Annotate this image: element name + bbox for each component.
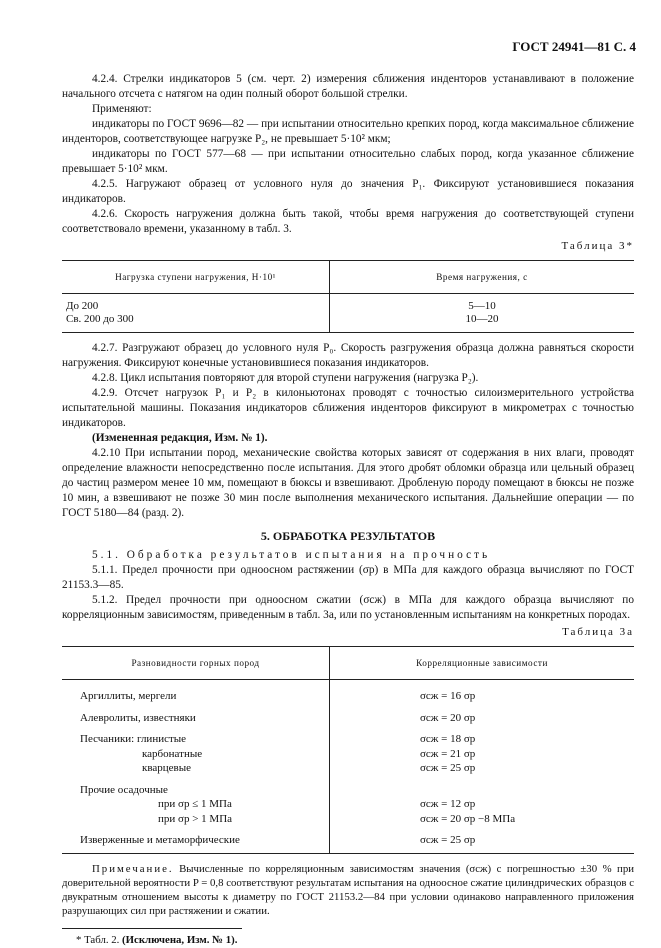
table-row: Песчаники: глинистые σсж = 18 σр	[62, 725, 634, 747]
table-row	[62, 294, 634, 333]
table3-cell-time-1: 5—10	[468, 300, 496, 312]
table-row: Аргиллиты, мергели σсж = 16 σр	[62, 680, 634, 704]
table3-cell-time-2: 10—20	[465, 313, 499, 325]
paragraph-4-2-9: 4.2.9. Отсчет нагрузок P₁ и P₂ в килоньютонах проводят с точностью силоизмерительного устройства испытательной машины. Показания индикаторов сближения инденторов фиксируют в микрометрах с точностью индикаторов.	[62, 387, 634, 429]
paragraph-apply: Применяют:	[92, 103, 152, 115]
table3a-header-rocks: Разновидности горных пород	[62, 647, 330, 680]
table3-cell-load-2: Св. 200 до 300	[66, 313, 134, 325]
table3-header-load: Нагрузка ступени нагружения, Н·10¹	[62, 261, 330, 294]
section-title: 5. ОБРАБОТКА РЕЗУЛЬТАТОВ	[260, 529, 436, 543]
table-row: кварцевые σсж = 25 σр	[62, 761, 634, 776]
footnote-divider	[62, 928, 242, 929]
paragraph-indicators-577: индикаторы по ГОСТ 577—68 — при испытании относительно слабых пород, когда указанное сближение превышает 5·10² мкм.	[62, 148, 634, 175]
table-row: Изверженные и метаморфические σсж = 25 σр	[62, 826, 634, 853]
paragraph-5-1-2: 5.1.2. Предел прочности при одноосном сжатии (σсж) в МПа для каждого образца вычисляют по корреляционным зависимостям, приведенным в табл. 3а, или по установленным испытаниям на конкретных породах.	[62, 594, 634, 621]
paragraph-4-2-8: 4.2.8. Цикл испытания повторяют для второй ступени нагружения (нагрузка P₂).	[92, 372, 479, 384]
table-row: карбонатные σсж = 21 σр	[62, 747, 634, 762]
table3-cell-load-1: До 200	[66, 300, 99, 312]
table3	[62, 260, 634, 333]
paragraph-4-2-7: 4.2.7. Разгружают образец до условного нуля P₀. Скорость разгружения образца должна равняться скорости нагружения. Фиксируют конечные установившиеся показания индикаторов.	[62, 342, 634, 369]
paragraph-4-2-4: 4.2.4. Стрелки индикаторов 5 (см. черт. 2) измерения сближения инденторов устанавливают в положение начального отсчета с натягом на один полный оборот большой стрелки.	[62, 73, 634, 100]
table-row: при σр ≤ 1 МПа σсж = 12 σр	[62, 797, 634, 812]
table3a-header-corr: Корреляционные зависимости	[330, 647, 635, 680]
paragraph-4-2-10: 4.2.10 При испытании пород, механические свойства которых зависят от содержания в них влаги, проводят определение влажности непосредственно после испытания. Для этого дробят обломки образца или цельный образец до частиц размером менее 10 мм, помещают в бюксы и взвешивают. Дробленую породу помещают в бюксы не позже 10 мин, а взвешивают не позже 30 мин после выполнения механического испытания. Дальнейшие операции — по ГОСТ 5180—84 (разд. 2).	[62, 447, 634, 519]
note-label: Примечание.	[92, 862, 174, 875]
paragraph-5-1-1: 5.1.1. Предел прочности при одноосном растяжении (σр) в МПа для каждого образца вычисляют по ГОСТ 21153.3—85.	[62, 564, 634, 591]
table3a-caption: Таблица 3а	[562, 626, 634, 638]
table-row: Прочие осадочные	[62, 776, 634, 798]
amendment-note: (Измененная редакция, Изм. № 1).	[92, 432, 268, 444]
note-text: Вычисленные по корреляционным зависимостям значения (σсж) с погрешностью ±30 % при доверительной вероятности P = 0,8 соответствуют результатам испытания на одноосное сжатие цилиндрических образцов с двукратным отношением высоты к диаметру по ГОСТ 21153.2—84 при условии одинаково направленного приложения разрушающих сил при растяжении и сжатии.	[62, 862, 634, 917]
paragraph-indicators-9696: индикаторы по ГОСТ 9696—82 — при испытании относительно крепких пород, когда максимальное сближение инденторов, соответствующее нагрузке P₂, не превышает 5·10² мкм;	[62, 118, 634, 145]
footnote: * Табл. 2. (Исключена, Изм. № 1).	[76, 933, 238, 946]
section-subtitle: 5.1. Обработка результатов испытания на прочность	[92, 549, 491, 561]
table-row: при σр > 1 МПа σсж = 20 σр −8 МПа	[62, 812, 634, 827]
table3-caption: Таблица 3*	[561, 240, 634, 252]
paragraph-4-2-6: 4.2.6. Скорость нагружения должна быть такой, чтобы время нагружения до соответствующей ступени соответствовало времени, указанному в табл. 3.	[62, 208, 634, 235]
document-body	[62, 72, 634, 948]
table-note	[62, 862, 634, 918]
table3-header-time: Время нагружения, с	[330, 261, 635, 294]
table-row: Алевролиты, известняки σсж = 20 σр	[62, 704, 634, 726]
page-header: ГОСТ 24941—81 С. 4	[512, 39, 636, 54]
paragraph-4-2-5: 4.2.5. Нагружают образец от условного нуля до значения P₁. Фиксируют установившиеся показания индикаторов.	[62, 178, 634, 205]
table3a	[62, 646, 634, 854]
